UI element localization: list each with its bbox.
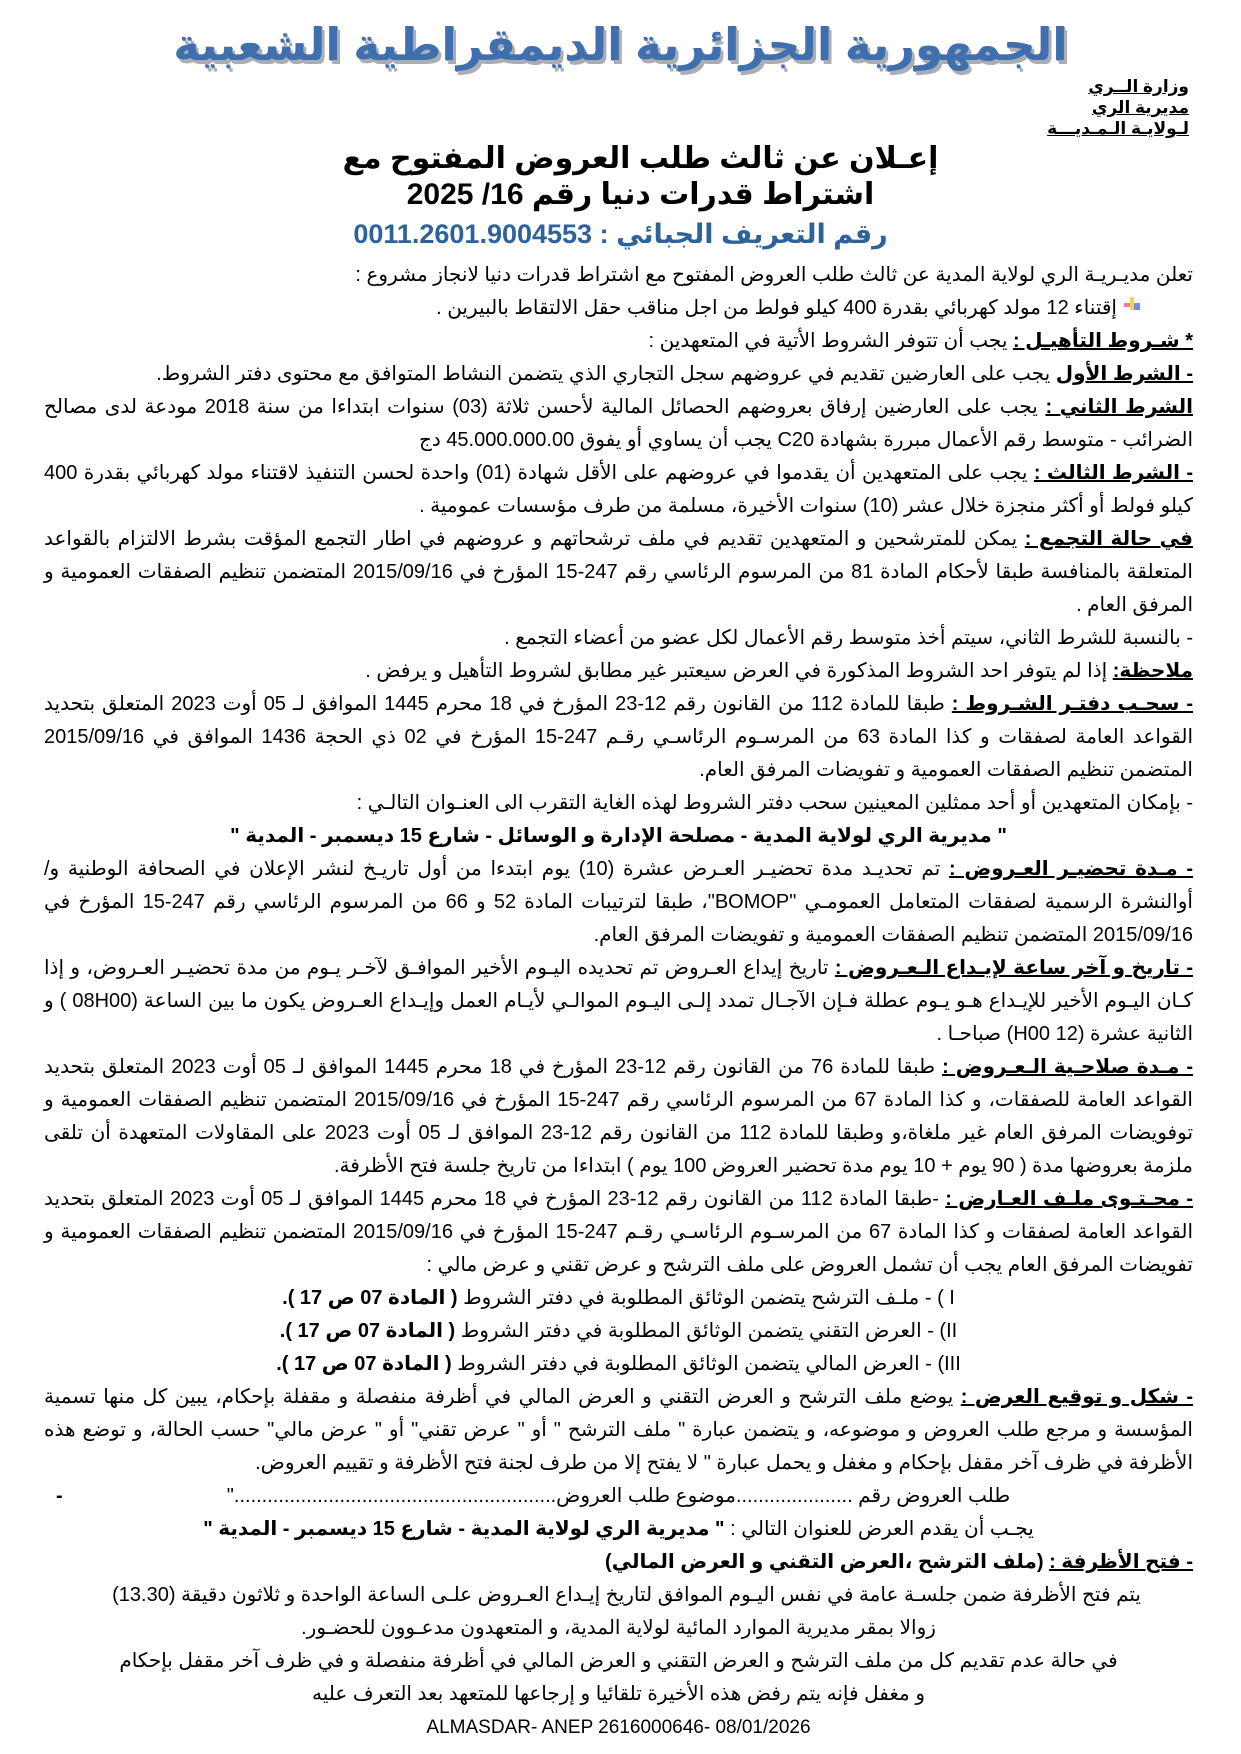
address-line-1: " مديرية الري لولاية المدية - مصلحة الإدارة و الوسائل - شارع 15 ديسمبر - المدية " xyxy=(230,825,1007,848)
item-3-text: - العرض المالي يتضمن الوثائق المطلوبة في دفتر الشروط xyxy=(457,1353,932,1376)
item-3-roman: III) xyxy=(937,1353,961,1376)
remark-text: إذا لم يتوفر احد الشروط المذكورة في العرض سيعتبر غير مطابق لشروط التأهيل و يرفض . xyxy=(365,660,1108,683)
condition-2-text: يجب على العارضين إرفاق بعروضهم الحصائل المالية لأحسن ثلاثة (03) سنوات ابتداءا من سنة 2018 مودعة لدى مصالح الضرائب - متوسط رقم الأعمال مبررة بشهادة C20 يجب أن يساوي أو يفوق 45.000.000.00 دج xyxy=(44,396,1193,452)
list-item-candidacy-file xyxy=(44,1282,1193,1315)
list-item-financial-offer xyxy=(44,1348,1193,1381)
submit-to-text: يجـب أن يقدم العرض للعنوان التالي : xyxy=(730,1518,1034,1541)
ministry-line-1: وزارة الــري xyxy=(1088,77,1189,96)
item-3-ref: ( المادة 07 ص 17 ). xyxy=(276,1353,452,1376)
opening-detail-line-1: يتم فتح الأظرفة ضمن جلسـة عامة في نفس اليـوم الموافق لتاريخ إيـداع العـروض علـى الساعة الواحدة و ثلاثون دقيقة (13.30) xyxy=(112,1584,1141,1607)
project-text: إقتناء 12 مولد كهربائي بقدرة 400 كيلو فولط من اجل مناقب حقل الالتقاط بالبيرين . xyxy=(436,297,1117,319)
paragraph-withdraw xyxy=(44,688,1193,787)
opening-text: (ملف الترشح ،العرض التقني و العرض المالي) xyxy=(605,1551,1044,1574)
document-body xyxy=(0,259,1241,1743)
announcement-title-line2: اشتراط قدرات دنيا رقم 16/ 2025 xyxy=(406,178,875,211)
item-1-roman: I ) xyxy=(937,1287,955,1310)
remark-label: ملاحظة: xyxy=(1112,660,1193,683)
item-1-ref: ( المادة 07 ص 17 ). xyxy=(282,1287,458,1310)
validity-text: طبقا للمادة 76 من القانون رقم 12-23 المؤرخ في 18 محرم 1445 الموافق لـ 05 أوت 2023 المتعلق بتحديد القواعد العامة للصفقات، و كذا المادة 67 من المرسوم الرئاسي رقم 247-15 المؤرخ في 2015/09/16 المتضمن تنظيم الصفقات العمومية و توفويضات المرفق العام غير ملغاة،و وطبقا للمادة 112 من القانون رقم 12-23 الموافق لـ 05 أوت 2023 على المقاولات المتعهدة أن تلقى ملزمة بعروضها مدة ( 90 يوم + 10 يوم مدة تحضير العروض 100 يوم ) ابتداءا من تاريخ جلسة فتح الأظرفة. xyxy=(44,1056,1194,1178)
paragraph-content xyxy=(44,1183,1193,1282)
qualification-label: * شـروط التأهيـل : xyxy=(1012,330,1193,353)
validity-label: - مـدة صلاحـية الـعـروض : xyxy=(942,1056,1193,1079)
withdraw-label: - سحـب دفتـر الشـروط : xyxy=(951,693,1194,716)
condition-1-label: - الشرط الأول xyxy=(1055,363,1193,386)
preparation-text: تم تحديـد مدة تحضيـر العـرض عشرة (10) يوم ابتدءا من أول تاريـخ لنشر الإعلان في الصحافة الوطنية و/أوالنشرة الرسمية لصفقات المتعامل العمومـي "BOMOP"، طبقا لترتيبات المادة 52 و 66 من المرسوم الرئاسي رقم 247-15 المؤرخ في 2015/09/16 المتضمن تنظيم الصفقات العمومية و تفويضات المرفق العام. xyxy=(44,858,1193,947)
tender-reference-text: طلب العروض رقم .....................موضوع طلب العروض.........................................................." xyxy=(226,1485,1011,1508)
announcement-title-line1: إعـلان عن ثالث طلب العروض المفتوح مع xyxy=(342,142,939,175)
anep-footer: ALMASDAR- ANEP 2616000646- 08/01/2026 xyxy=(426,1717,811,1739)
paragraph-condition-1 xyxy=(44,358,1193,391)
paragraph-qualification xyxy=(44,325,1193,358)
condition-2-label: الشرط الثاني : xyxy=(1045,396,1193,419)
ministry-block xyxy=(0,76,1241,139)
announcement-title xyxy=(160,141,1121,213)
opening-detail-line-2: زوالا بمقر مديرية الموارد المائية لولاية المدية، و المتعهدون مدعـوون للحضـور. xyxy=(301,1617,936,1640)
ministry-line-2: مديرية الري xyxy=(1091,98,1189,117)
paragraph-intro: تعلن مديـريـة الري لولاية المدية عن ثالث طلب العروض المفتوح مع اشتراط قدرات دنيا لانجاز مشروع : xyxy=(355,264,1193,286)
content-label: - محـتـوى ملـف العـارض : xyxy=(945,1188,1194,1211)
item-2-ref: ( المادة 07 ص 17 ). xyxy=(279,1320,456,1343)
condition-3-label: - الشرط الثالث : xyxy=(1033,462,1194,485)
deposit-text: تاريخ إيداع العـروض تم تحديده اليـوم الأخير الموافـق لآخـر يـوم من مدة تحضيـر العـروض، و إذا كـان اليـوم الأخير للإيـداع هـو يـوم عطلة فـإن الآجـال تمدد إلـى اليـوم الموالـي لأيـام العمل وإيـداع العـروض يكون ما بين الساعة (08H00 ) و الثانية عشرة (12 H00) صباحـا . xyxy=(44,957,1193,1046)
list-item-technical-offer xyxy=(44,1315,1193,1348)
paragraph-grouping xyxy=(44,523,1193,622)
paragraph-validity xyxy=(44,1051,1193,1183)
paragraph-grouping-note: - بالنسبة للشرط الثاني، سيتم أخذ متوسط رقم الأعمال لكل عضو من أعضاء التجمع . xyxy=(504,627,1193,650)
address-line-2: " مديرية الري لولاية المدية - شارع 15 ديسمبر - المدية " xyxy=(203,1518,725,1541)
paragraph-condition-3 xyxy=(44,457,1193,523)
form-text: يوضع ملف الترشح و العرض التقني و العرض المالي في أظرفة منفصلة و مقفلة بإحكام، يبين كل منها تسمية المؤسسة و مرجع طلب العروض و موضوعه، و يتضمن عبارة " ملف الترشح " أو " عرض تقني" أو " عرض مالي" حسب الحالة، و توضع هذه الأظرفة في ظرف آخر مقفل بإحكام و مغفل و يحمل عبارة " لا يفتح إلا من طرف لجنة فتح الأظرفة و تقييم العروض. xyxy=(44,1386,1193,1475)
paragraph-condition-2 xyxy=(44,391,1193,457)
ministry-line-3: لـولايـة الـمـديـــة xyxy=(1047,119,1189,138)
item-2-roman: II) xyxy=(939,1320,958,1343)
grouping-text: يمكن للمترشحين و المتعهدين تقديم في ملف ترشحاتهم و عروضهم في اطار التجمع المؤقت بشرط الالتزام بالقواعد المتعلقة بالمنافسة طبقا لأحكام المادة 81 من المرسوم الرئاسي رقم 247-15 المؤرخ في 2015/09/16 المتضمن تنظيم الصفقات العمومية و المرفق العام . xyxy=(44,528,1193,617)
paragraph-project xyxy=(44,292,1193,325)
final-note-line-1: في حالة عدم تقديم كل من ملف الترشح و العرض التقني و العرض المالي في أظرفة منفصلة و في ظرف آخر مقفل بإحكام xyxy=(119,1650,1118,1673)
qualification-text: يجب أن تتوفر الشروط الأتية في المتعهدين : xyxy=(648,330,1008,353)
deposit-label: - تاريخ و آخر ساعة لإيـداع الـعـروض : xyxy=(834,957,1194,980)
tax-id-line: رقم التعريف الجبائي : 0011.2601.9004553 xyxy=(353,219,888,249)
item-2-text: - العرض التقني يتضمن الوثائق المطلوبة في دفتر الشروط xyxy=(460,1320,934,1343)
content-text: -طبقا المادة 112 من القانون رقم 12-23 المؤرخ في 18 محرم 1445 الموافق لـ 05 أوت 2023 المتعلق بتحديد القواعد العامة لصفقات و كذا المادة 67 من المرسـوم الرئاسـي رقـم 247-15 المؤرخ في 2015/09/16 المتضمن تنظيم الصفقات العمومية و تفويضات المرفق العام يجب أن تشمل العروض على ملف الترشح و عرض تقني و عرض مالي : xyxy=(44,1188,1193,1277)
paragraph-form-signature xyxy=(44,1381,1193,1480)
submit-address-line xyxy=(44,1513,1193,1546)
republic-banner-title: الجمهورية الجزائرية الديمقراطية الشعبية xyxy=(173,19,1068,70)
withdraw-text: طبقا للمادة 112 من القانون رقم 12-23 المؤرخ في 18 محرم 1445 الموافق لـ 05 أوت 2023 المتعلق بتحديد القواعد العامة لصفقات و كذا المادة 63 من المرسـوم الرئاسـي رقـم 247-15 المؤرخ في 02 ذي الحجة 1436 الموافق في 2015/09/16 المتضمن تنظيم الصفقات العمومية و تفويضات المرفق العام. xyxy=(44,693,1193,782)
paragraph-remark xyxy=(44,655,1193,688)
paragraph-deposit xyxy=(44,952,1193,1051)
condition-1-text: يجب على العارضين تقديم في عروضهم سجل التجاري الذي يتضمن النشاط المتوافق مع محتوى دفتر الشروط. xyxy=(156,363,1051,386)
paragraph-opening xyxy=(44,1546,1193,1579)
colored-plus-marker-icon xyxy=(1123,292,1141,325)
tender-reference-line xyxy=(44,1480,1193,1513)
item-1-text: - ملـف الترشح يتضمن الوثائق المطلوبة في دفتر الشروط xyxy=(463,1287,932,1310)
paragraph-withdraw-note: - بإمكان المتعهدين أو أحد ممثلين المعينين سحب دفتر الشروط لهذه الغاية التقرب الى العنـوان التالـي : xyxy=(356,792,1193,815)
grouping-label: في حالة التجمع : xyxy=(1024,528,1193,551)
opening-label: - فتح الأظرفة : xyxy=(1049,1551,1193,1574)
final-note-line-2: و مغفل فإنه يتم رفض هذه الأخيرة تلقائيا و إرجاعها للمتعهد بعد التعرف عليه xyxy=(312,1683,925,1706)
preparation-label: - مـدة تحضيـر العـروض : xyxy=(949,858,1194,881)
paragraph-preparation xyxy=(44,853,1193,952)
condition-3-text: يجب على المتعهدين أن يقدموا في عروضهم على الأقل شهادة (01) واحدة لحسن التنفيذ لاقتناء مولد كهربائي بقدرة 400 كيلو فولط أو أكثر منجزة خلال عشر (10) سنوات الأخيرة، مسلمة من طرف مؤسسات عمومية . xyxy=(44,462,1193,518)
form-label: - شكل و توقيع العرض : xyxy=(960,1386,1193,1409)
tender-reference-dash: - xyxy=(56,1485,63,1508)
